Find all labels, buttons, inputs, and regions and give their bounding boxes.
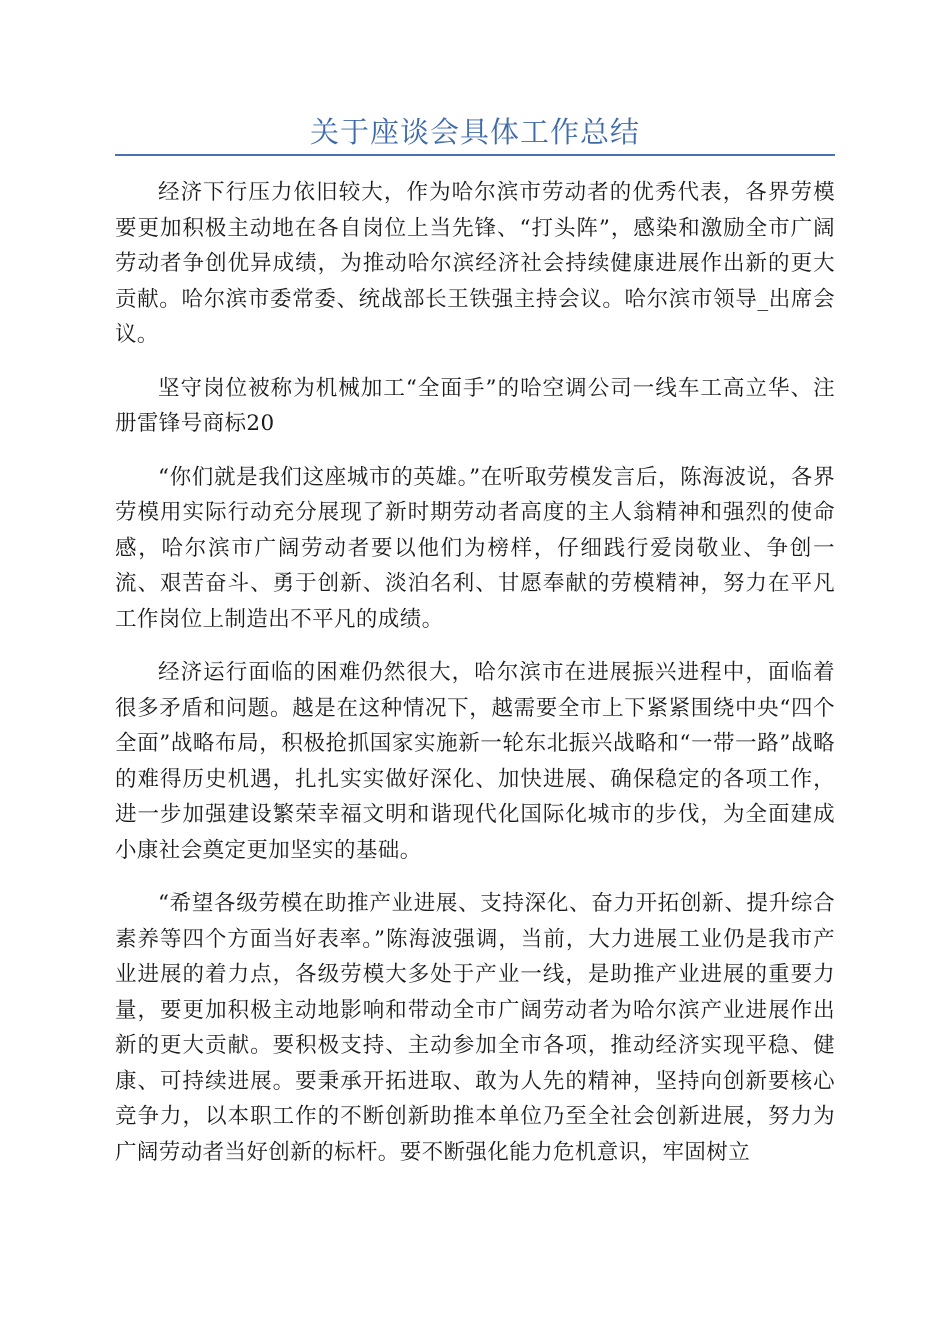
paragraph-4: 经济运行面临的困难仍然很大，哈尔滨市在进展振兴进程中，面临着很多矛盾和问题。越是在这种情况下，越需要全市上下紧紧围绕中央“四个全面”战略布局，积极抢抓国家实施新一轮东北振兴战略和“一带一路”战略的难得历史机遇，扎扎实实做好深化、加快进展、确保稳定的各项工作，进一步加强建设繁荣幸福文明和谐现代化国际化城市的步伐，为全面建成小康社会奠定更加坚实的基础。 — [115, 660, 835, 863]
title-underline — [115, 154, 835, 156]
paragraph-1: 经济下行压力依旧较大，作为哈尔滨市劳动者的优秀代表，各界劳模要更加积极主动地在各自岗位上当先锋、“打头阵”，感染和激励全市广阔劳动者争创优异成绩，为推动哈尔滨经济社会持续健康进展作出新的更大贡献。哈尔滨市委常委、统战部长王铁强主持会议。哈尔滨市领导_出席会议。 — [115, 180, 835, 347]
document-body — [115, 175, 835, 1188]
document-title: 关于座谈会具体工作总结 — [309, 115, 640, 149]
paragraph-2: 坚守岗位被称为机械加工“全面手”的哈空调公司一线车工高立华、注册雷锋号商标20 — [115, 375, 835, 436]
paragraph-3: “你们就是我们这座城市的英雄。”在听取劳模发言后，陈海波说，各界劳模用实际行动充分展现了新时期劳动者高度的主人翁精神和强烈的使命感，哈尔滨市广阔劳动者要以他们为榜样，仔细践行爱岗敬业、争创一流、艰苦奋斗、勇于创新、淡泊名利、甘愿奉献的劳模精神，努力在平凡工作岗位上制造出不平凡的成绩。 — [115, 464, 835, 632]
paragraph-5: “希望各级劳模在助推产业进展、支持深化、奋力开拓创新、提升综合素养等四个方面当好表率。”陈海波强调，当前，大力进展工业仍是我市产业进展的着力点，各级劳模大多处于产业一线，是助推产业进展的重要力量，要更加积极主动地影响和带动全市广阔劳动者为哈尔滨产业进展作出新的更大贡献。要积极支持、主动参加全市各项，推动经济实现平稳、健康、可持续进展。要秉承开拓进取、敢为人先的精神，坚持向创新要核心竞争力，以本职工作的不断创新助推本单位乃至全社会创新进展，努力为广阔劳动者当好创新的标杆。要不断强化能力危机意识，牢固树立 — [115, 891, 835, 1165]
